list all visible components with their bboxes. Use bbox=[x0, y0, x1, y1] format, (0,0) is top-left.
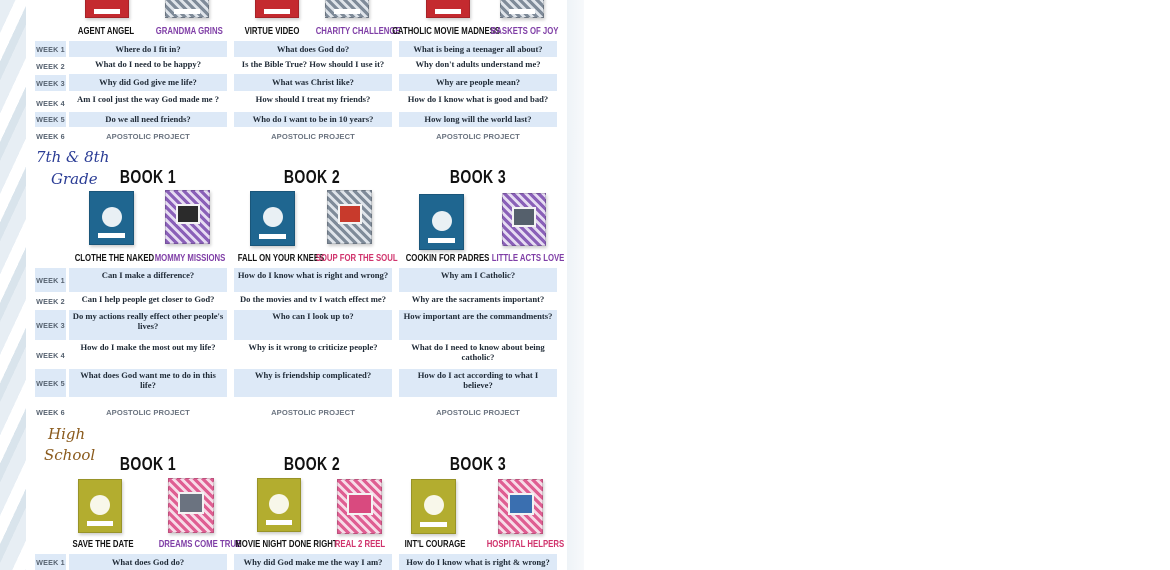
week-label: WEEK 1 bbox=[35, 554, 66, 570]
week-label: WEEK 3 bbox=[35, 75, 66, 91]
film-frame-icon bbox=[176, 204, 200, 224]
topic-cell: How do I know what is right & wrong? bbox=[399, 554, 557, 570]
week-label: WEEK 2 bbox=[36, 297, 65, 306]
topic-cell: Do the movies and tv I watch effect me? bbox=[239, 294, 387, 305]
book-cover-little-acts-love bbox=[502, 193, 546, 246]
book-cover-fall-on-your-knees bbox=[250, 191, 295, 246]
cover-title-strip bbox=[264, 9, 291, 14]
cover-title-strip bbox=[259, 234, 287, 239]
topic-cell: What does God do? bbox=[69, 554, 227, 570]
week-label: WEEK 5 bbox=[35, 369, 66, 397]
book-cover-charity-challenge bbox=[325, 0, 369, 18]
video-label: AGENT ANGEL bbox=[77, 25, 135, 37]
book-cover-mommy-missions bbox=[165, 190, 210, 244]
week-label: WEEK 3 bbox=[35, 310, 66, 340]
apostolic-project-label: APOSTOLIC PROJECT bbox=[436, 408, 520, 417]
apostolic-project-label: APOSTOLIC PROJECT bbox=[106, 132, 190, 141]
topic-cell: Why are people mean? bbox=[399, 74, 557, 91]
cover-title-strip bbox=[98, 233, 126, 238]
topic-cell: Why did God make me the way I am? bbox=[234, 554, 392, 570]
video-label: SAVE THE DATE bbox=[72, 538, 134, 550]
topic-cell: Where do I fit in? bbox=[69, 41, 227, 57]
video-label: CLOTHE THE NAKED bbox=[74, 252, 155, 264]
film-frame-icon bbox=[512, 207, 536, 227]
book-heading: BOOK 2 bbox=[283, 454, 341, 474]
shield-emblem-icon bbox=[269, 494, 289, 514]
cover-title-strip bbox=[334, 9, 361, 14]
book-cover-clothe-the-naked bbox=[89, 191, 134, 245]
book-cover-virtue-video bbox=[255, 0, 299, 18]
topic-cell: How do I act according to what I believe? bbox=[399, 369, 557, 397]
video-label: CATHOLIC MOVIE MADNESS bbox=[392, 25, 501, 37]
week-label: WEEK 4 bbox=[36, 350, 65, 360]
shield-emblem-icon bbox=[432, 211, 452, 231]
video-label: VIRTUE VIDEO bbox=[244, 25, 300, 37]
topic-cell: Why am I Catholic? bbox=[399, 268, 557, 292]
book-heading: BOOK 3 bbox=[449, 167, 507, 187]
book-cover-dreams-come-true bbox=[168, 478, 214, 533]
book-cover-soup-for-the-soul bbox=[327, 190, 372, 244]
video-label: FALL ON YOUR KNEES bbox=[237, 252, 325, 264]
cover-title-strip bbox=[266, 520, 293, 525]
video-label: MOMMY MISSIONS bbox=[154, 252, 226, 264]
topic-cell: Why is it wrong to criticize people? bbox=[248, 342, 378, 352]
book-heading: BOOK 1 bbox=[119, 454, 177, 474]
topic-cell: How should I treat my friends? bbox=[255, 94, 371, 105]
topic-cell: What does God want me to do in this life? bbox=[69, 369, 227, 397]
topic-cell: How long will the world last? bbox=[399, 112, 557, 127]
topic-cell: How do I make the most out my life? bbox=[80, 342, 216, 352]
topic-cell: Do my actions really effect other people's lives? bbox=[69, 310, 227, 340]
video-label: BASKETS OF JOY bbox=[490, 25, 559, 37]
topic-cell: What do I need to be happy? bbox=[94, 59, 201, 70]
book-cover-catholic-movie-madness bbox=[426, 0, 470, 18]
video-label: LITTLE ACTS LOVE bbox=[491, 252, 565, 264]
apostolic-project-label: APOSTOLIC PROJECT bbox=[106, 408, 190, 417]
topic-cell: Who can I look up to? bbox=[234, 310, 392, 340]
book-cover-hospital-helpers bbox=[498, 479, 543, 534]
book-cover-movie-night-done-right bbox=[257, 478, 301, 532]
video-label: CHARITY CHALLENGE bbox=[315, 25, 401, 37]
film-frame-icon bbox=[178, 492, 204, 514]
topic-cell: Is the Bible True? How should I use it? bbox=[241, 59, 385, 70]
book-heading: BOOK 2 bbox=[283, 167, 341, 187]
topic-cell: What does God do? bbox=[234, 41, 392, 57]
book-cover-real-2-reel bbox=[337, 479, 382, 534]
topic-cell: What do I need to know about being catholic? bbox=[411, 342, 545, 363]
week-label: WEEK 6 bbox=[36, 408, 65, 417]
apostolic-project-label: APOSTOLIC PROJECT bbox=[436, 132, 520, 141]
topic-cell: Why don't adults understand me? bbox=[415, 59, 541, 70]
grade-heading-line1: 7th & 8th bbox=[36, 148, 110, 166]
cover-title-strip bbox=[509, 9, 536, 14]
video-label: GRANDMA GRINS bbox=[155, 25, 223, 37]
topic-cell: Can I make a difference? bbox=[69, 268, 227, 292]
shield-emblem-icon bbox=[263, 207, 283, 227]
cover-title-strip bbox=[428, 238, 456, 243]
cover-title-strip bbox=[174, 9, 201, 14]
topic-cell: Can I help people get closer to God? bbox=[81, 294, 215, 305]
topic-cell: How important are the commandments? bbox=[399, 310, 557, 340]
topic-cell: What is being a teenager all about? bbox=[399, 41, 557, 57]
page-background-strip bbox=[567, 0, 584, 570]
cover-title-strip bbox=[87, 521, 114, 526]
apostolic-project-label: APOSTOLIC PROJECT bbox=[271, 132, 355, 141]
grade-heading-line1: High bbox=[48, 425, 86, 443]
topic-cell: Am I cool just the way God made me ? bbox=[76, 94, 220, 105]
video-label: REAL 2 REEL bbox=[334, 538, 386, 550]
topic-cell: Why are the sacraments important? bbox=[411, 294, 545, 305]
curriculum-document bbox=[26, 0, 567, 570]
video-label: HOSPITAL HELPERS bbox=[486, 538, 565, 550]
film-frame-icon bbox=[347, 493, 373, 515]
shield-emblem-icon bbox=[90, 495, 110, 515]
video-label: COOKIN FOR PADRES bbox=[405, 252, 490, 264]
cover-title-strip bbox=[94, 9, 121, 14]
page-background-left bbox=[0, 0, 26, 570]
apostolic-project-label: APOSTOLIC PROJECT bbox=[271, 408, 355, 417]
video-label: MOVIE NIGHT DONE RIGHT bbox=[235, 538, 338, 550]
book-cover-baskets-of-joy bbox=[500, 0, 544, 18]
week-label: WEEK 4 bbox=[36, 98, 65, 108]
topic-cell: How do I know what is good and bad? bbox=[407, 94, 549, 105]
topic-cell: Why did God give me life? bbox=[69, 74, 227, 91]
book-heading: BOOK 3 bbox=[449, 454, 507, 474]
book-cover-intl-courage bbox=[411, 479, 456, 534]
film-frame-icon bbox=[508, 493, 534, 515]
shield-emblem-icon bbox=[424, 495, 444, 515]
week-label: WEEK 6 bbox=[36, 132, 65, 141]
book-cover-grandma-grins bbox=[165, 0, 209, 18]
cover-title-strip bbox=[420, 522, 448, 527]
week-label: WEEK 5 bbox=[35, 112, 66, 127]
grade-heading-line2: Grade bbox=[51, 170, 98, 188]
topic-cell: Do we all need friends? bbox=[69, 112, 227, 127]
film-frame-icon bbox=[338, 204, 362, 224]
week-label: WEEK 1 bbox=[35, 268, 66, 292]
topic-cell: Why is friendship complicated? bbox=[234, 369, 392, 397]
book-cover-cookin-for-padres bbox=[419, 194, 464, 250]
book-cover-save-the-date bbox=[78, 479, 122, 533]
week-label: WEEK 1 bbox=[35, 41, 66, 57]
book-cover-agent-angel bbox=[85, 0, 129, 18]
video-label: SOUP FOR THE SOUL bbox=[315, 252, 398, 264]
video-label: DREAMS COME TRUE bbox=[158, 538, 242, 550]
shield-emblem-icon bbox=[102, 207, 122, 227]
topic-cell: What was Christ like? bbox=[234, 74, 392, 91]
cover-title-strip bbox=[435, 9, 462, 14]
video-label: INT'L COURAGE bbox=[404, 538, 466, 550]
topic-cell: Who do I want to be in 10 years? bbox=[234, 112, 392, 127]
book-heading: BOOK 1 bbox=[119, 167, 177, 187]
topic-cell: How do I know what is right and wrong? bbox=[234, 268, 392, 292]
week-label: WEEK 2 bbox=[36, 61, 65, 71]
grade-heading-line2: School bbox=[44, 446, 96, 464]
